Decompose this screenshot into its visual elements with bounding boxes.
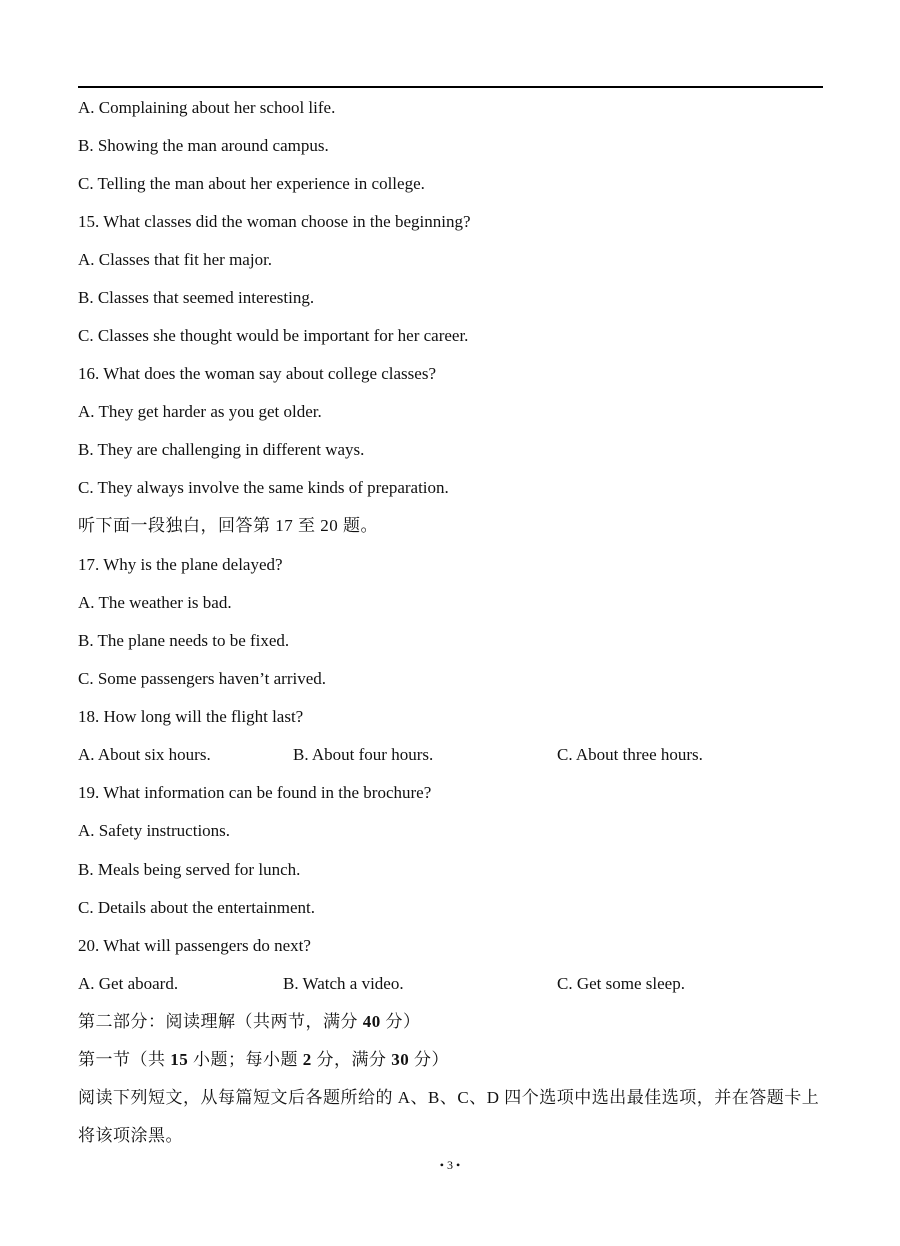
option-15a: A. Classes that fit her major. [78, 250, 273, 269]
part-two-heading [78, 1011, 421, 1033]
option-18c: C. About three hours. [557, 745, 703, 764]
option-16b: B. They are challenging in different ways. [78, 440, 365, 459]
part-two-prefix: 第二部分：阅读理解（共两节，满分 [78, 1012, 363, 1031]
question-19: 19. What information can be found in the brochure? [78, 783, 432, 802]
question-16: 16. What does the woman say about college classes? [78, 364, 436, 383]
option-14a: A. Complaining about her school life. [78, 98, 336, 117]
section-one-total: 30 [391, 1050, 410, 1069]
question-15: 15. What classes did the woman choose in the beginning? [78, 212, 471, 231]
option-15c: C. Classes she thought would be important for her career. [78, 326, 469, 345]
option-16c: C. They always involve the same kinds of preparation. [78, 478, 449, 497]
option-19c: C. Details about the entertainment. [78, 898, 315, 917]
section-one-count: 15 [170, 1050, 189, 1069]
option-16a: A. They get harder as you get older. [78, 402, 322, 421]
section-one-points: 2 [302, 1050, 312, 1069]
question-18: 18. How long will the flight last? [78, 707, 304, 726]
option-18b: B. About four hours. [293, 745, 434, 764]
section-one-heading [78, 1049, 449, 1071]
option-19b: B. Meals being served for lunch. [78, 860, 301, 879]
option-17c: C. Some passengers haven’t arrived. [78, 669, 327, 688]
section-one-text-4: 分） [409, 1050, 449, 1069]
section-one-text-2: 小题；每小题 [188, 1050, 303, 1069]
option-17a: A. The weather is bad. [78, 593, 232, 612]
top-rule [78, 86, 823, 88]
option-20a: A. Get aboard. [78, 974, 179, 993]
option-20c: C. Get some sleep. [557, 974, 685, 993]
section-one-text-3: 分，满分 [311, 1050, 392, 1069]
option-17b: B. The plane needs to be fixed. [78, 631, 290, 650]
option-18a: A. About six hours. [78, 745, 211, 764]
question-20: 20. What will passengers do next? [78, 936, 311, 955]
option-14b: B. Showing the man around campus. [78, 136, 329, 155]
monologue-instruction: 听下面一段独白，回答第 17 至 20 题。 [78, 516, 378, 535]
reading-instructions: 阅读下列短文，从每篇短文后各题所给的 A、B、C、D 四个选项中选出最佳选项，并在答题卡上将该项涂黑。 [78, 1088, 820, 1145]
part-two-suffix: 分） [380, 1012, 421, 1031]
section-one-text-1: 第一节（共 [78, 1050, 171, 1069]
question-17: 17. Why is the plane delayed? [78, 555, 283, 574]
option-19a: A. Safety instructions. [78, 821, 231, 840]
page-number: • 3 • [439, 1158, 461, 1172]
part-two-score: 40 [362, 1012, 381, 1031]
option-15b: B. Classes that seemed interesting. [78, 288, 315, 307]
option-14c: C. Telling the man about her experience in college. [78, 174, 425, 193]
option-20b: B. Watch a video. [283, 974, 404, 993]
